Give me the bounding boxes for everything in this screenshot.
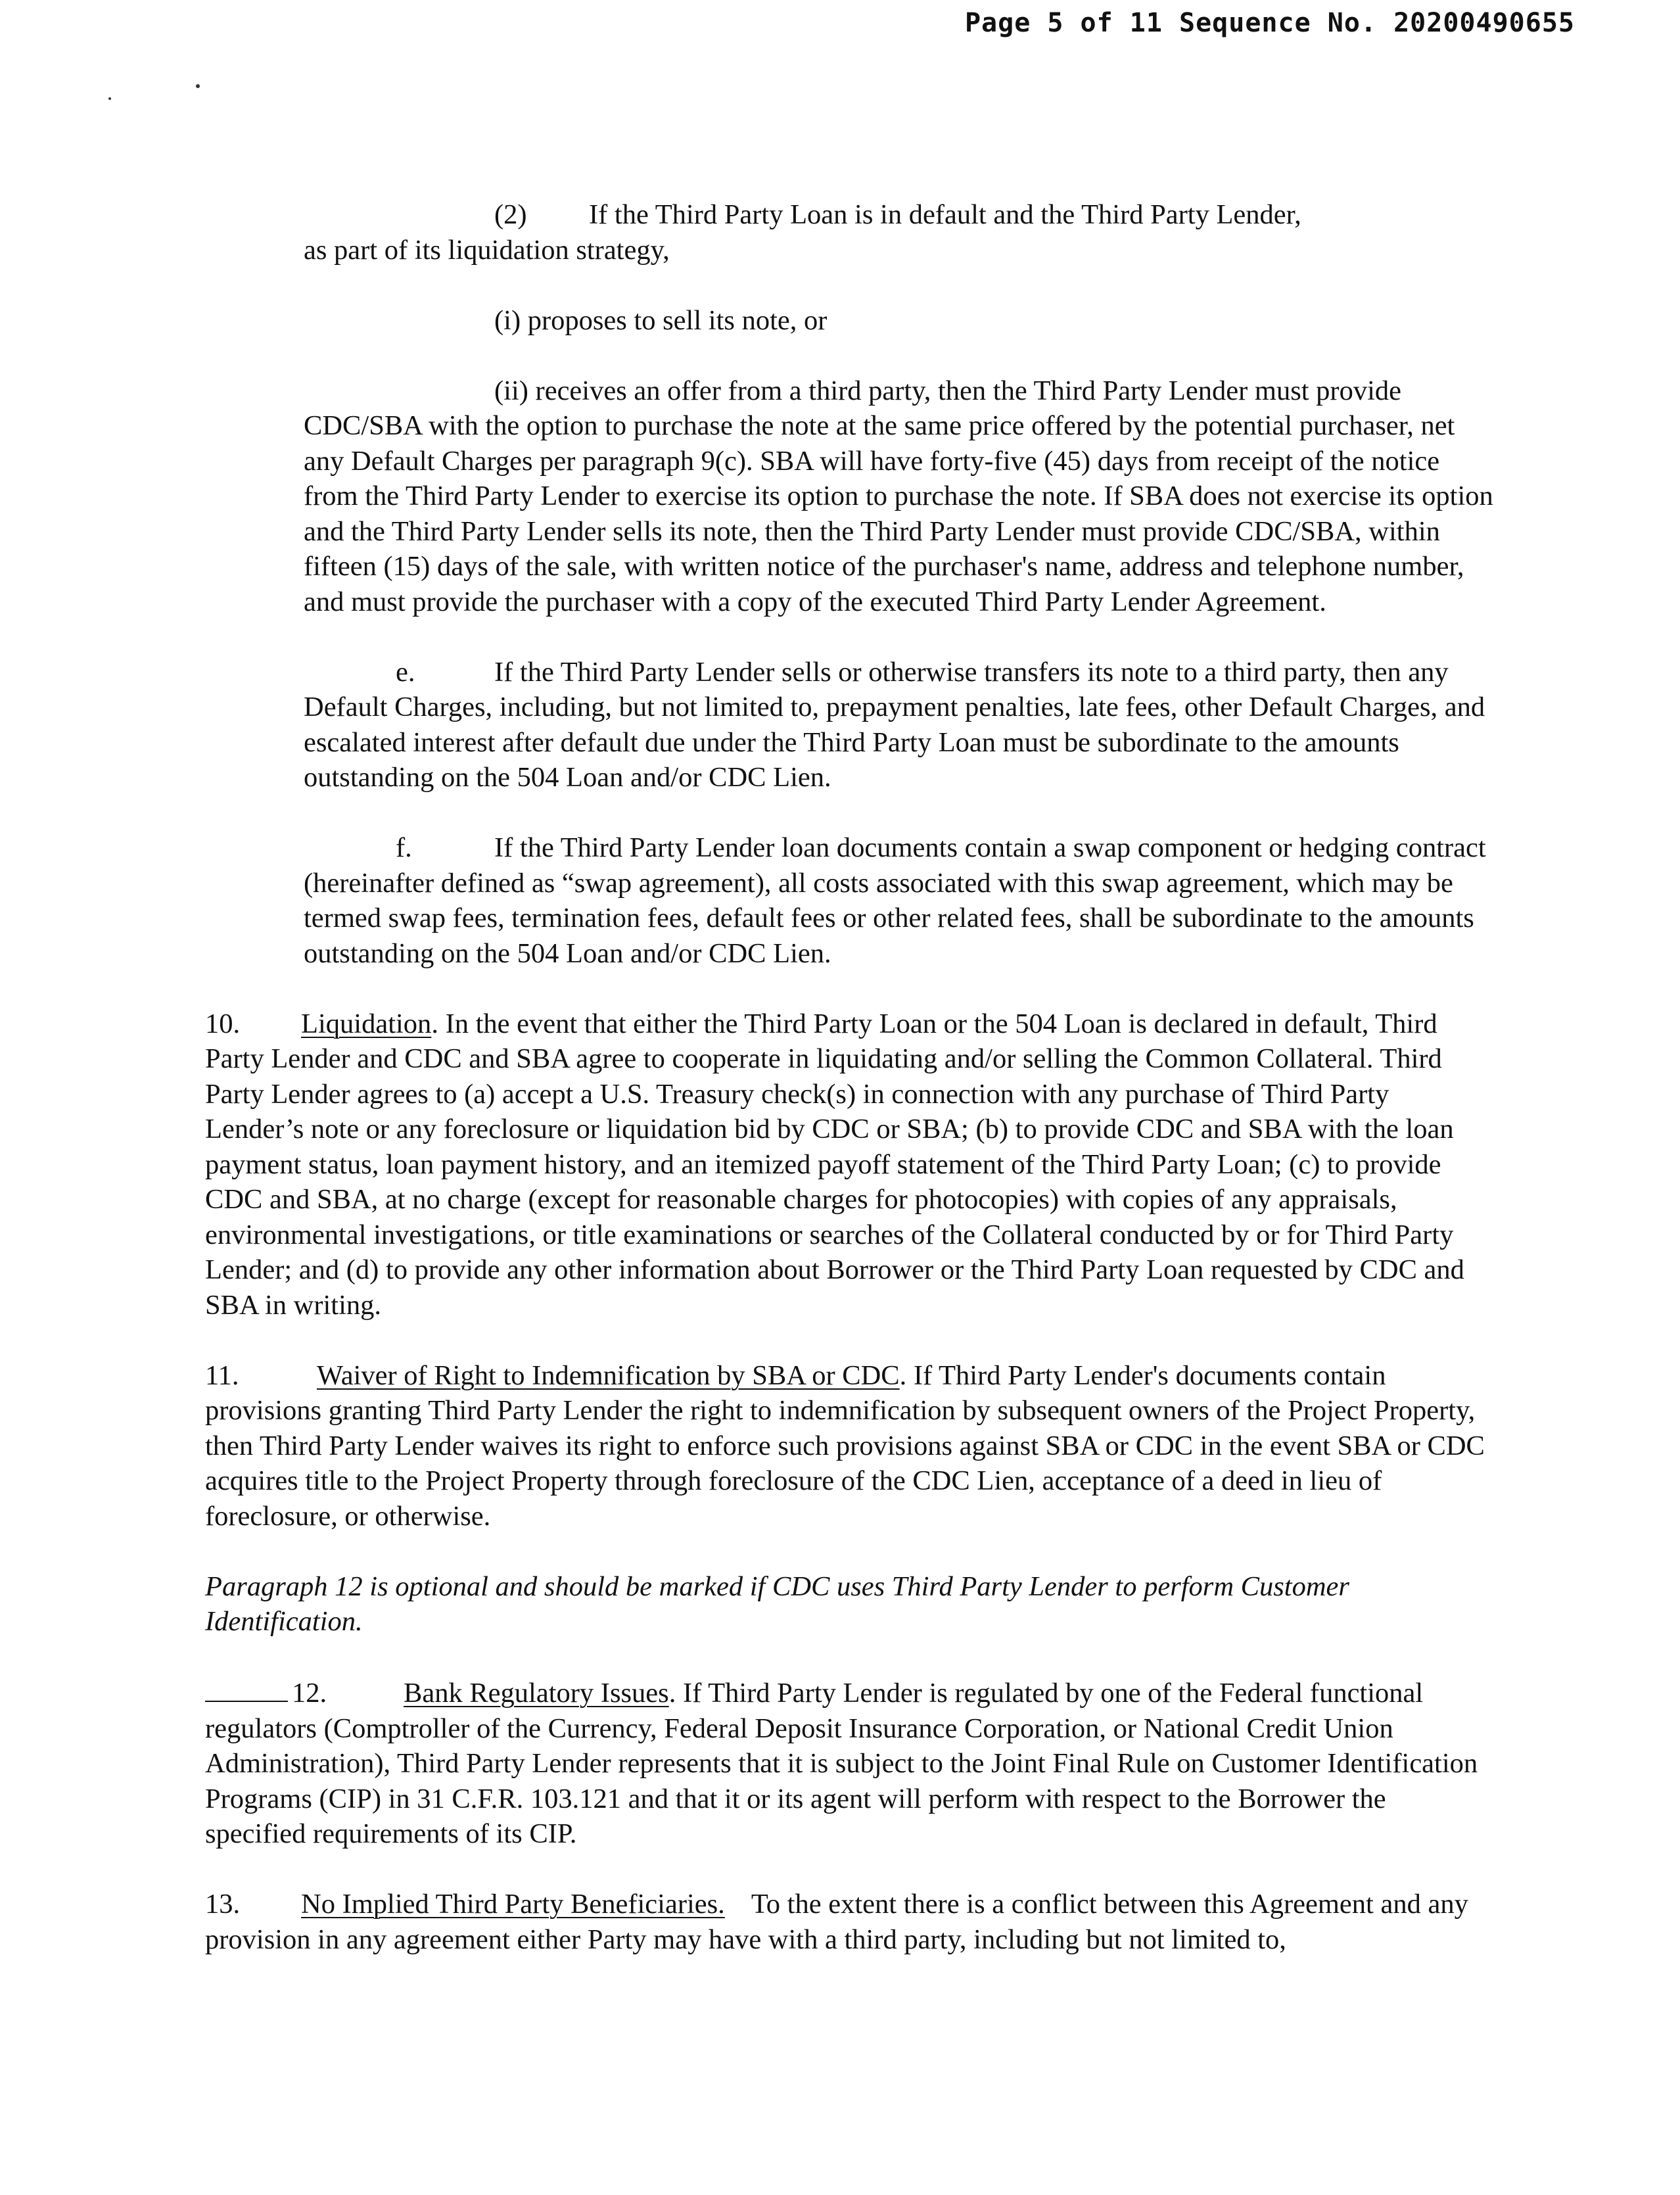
paragraph-item-2 <box>304 197 1493 233</box>
paragraph-item-e <box>304 655 1493 795</box>
section-11-text: . If Third Party Lender's documents contain provisions granting Third Party Lender the right to indemnification by subsequent owners of the Project Property, then Third Party Lender waives its right to enforce such provisions against SBA or CDC in the event SBA or CDC acquires title to the Project Property through foreclosure of the CDC Lien, acceptance of a deed in lieu of foreclosure, or otherwise. <box>205 1359 1485 1532</box>
paragraph-item-2-i <box>494 303 1493 339</box>
section-12-text: . If Third Party Lender is regulated by one of the Federal functional regulators (Comptroller of the Currency, Federal Deposit Insurance Corporation, or National Credit Union Administration), Third Party Lender represents that it is subject to the Joint Final Rule on Customer Identification Programs (CIP) in 31 C.F.R. 103.121 and that it or its agent will perform with respect to the Borrower the specified requirements of its CIP. <box>205 1678 1478 1849</box>
section-13-text: To the extent there is a conflict between this Agreement and any provision in any agreement either Party may have with a third party, including but not limited to, <box>205 1889 1468 1955</box>
item-2-ii-first: (ii) receives an offer from a third party, then the Third Party Lender must provide <box>494 375 1402 406</box>
section-10-number: 10. <box>205 1008 241 1039</box>
section-11-heading: Waiver of Right to Indemnification by SBA or CDC <box>317 1359 900 1391</box>
paragraph-item-f <box>304 830 1493 971</box>
item-e-text: If the Third Party Lender sells or otherwise transfers its note to a third party, then any Default Charges, including, but not limited to, prepayment penalties, late fees, other Default Charges, and escalated interest after default due under the Third Party Loan must be subordinate to the amounts outstanding on the 504 Loan and/or CDC Lien. <box>304 656 1485 793</box>
item-2-continuation: as part of its liquidation strategy, <box>304 234 670 266</box>
item-2-ii-rest: CDC/SBA with the option to purchase the note at the same price offered by the potential purchaser, net any Default Charges per paragraph 9(c). SBA will have forty-five (45) days from receipt of the notice from the Third Party Lender to exercise its option to purchase the note. If SBA does not exercise its option and the Third Party Lender sells its note, then the Third Party Lender must provide CDC/SBA, within fifteen (15) days of the sale, with written notice of the purchaser's name, address and telephone number, and must provide the purchaser with a copy of the executed Third Party Lender Agreement. <box>304 410 1493 617</box>
section-13 <box>205 1887 1493 1957</box>
section-12-mark-blank[interactable] <box>205 1674 288 1702</box>
section-13-heading: No Implied Third Party Beneficiaries. <box>301 1889 725 1920</box>
section-12 <box>205 1674 1493 1852</box>
item-f-text: If the Third Party Lender loan documents contain a swap component or hedging contract (hereinafter defined as “swap agreement), all costs associated with this swap agreement, which may be termed swap fees, termination fees, default fees or other related fees, shall be subordinate to the amounts outstanding on the 504 Loan and/or CDC Lien. <box>304 832 1486 969</box>
item-2-label: (2) <box>494 199 527 230</box>
section-10-heading: Liquidation <box>301 1008 432 1039</box>
paragraph-item-2-ii <box>304 373 1493 620</box>
section-12-heading: Bank Regulatory Issues <box>404 1678 669 1709</box>
paragraph-12-note: Paragraph 12 is optional and should be marked if CDC uses Third Party Lender to perform Customer Identification. <box>205 1570 1349 1637</box>
document-body <box>205 197 1493 1957</box>
item-2-text: If the Third Party Loan is in default and the Third Party Lender, <box>589 199 1301 230</box>
item-f-label: f. <box>396 832 412 863</box>
section-11-number: 11. <box>205 1359 239 1391</box>
scan-speck <box>196 84 200 88</box>
item-2-i-text: (i) proposes to sell its note, or <box>494 304 828 336</box>
section-10 <box>205 1006 1493 1323</box>
section-12-number: 12. <box>292 1678 327 1709</box>
section-10-text: . In the event that either the Third Party Loan or the 504 Loan is declared in default, Third Party Lender and CDC and SBA agree to cooperate in liquidating and/or selling the Common Collateral. Third Party Lender agrees to (a) accept a U.S. Treasury check(s) in connection with any purchase of Third Party Lender’s note or any foreclosure or liquidation bid by CDC or SBA; (b) to provide CDC and SBA with the loan payment status, loan payment history, and an itemized payoff statement of the Third Party Loan; (c) to provide CDC and SBA, at no charge (except for reasonable charges for photocopies) with copies of any appraisals, environmental investigations, or title examinations or searches of the Collateral conducted by or for Third Party Lender; and (d) to provide any other information about Borrower or the Third Party Loan requested by CDC and SBA in writing. <box>205 1008 1464 1321</box>
section-11 <box>205 1358 1493 1534</box>
item-e-label: e. <box>396 656 415 688</box>
section-13-number: 13. <box>205 1889 241 1920</box>
scan-speck <box>108 97 111 100</box>
page-header: Page 5 of 11 Sequence No. 20200490655 <box>964 8 1575 38</box>
